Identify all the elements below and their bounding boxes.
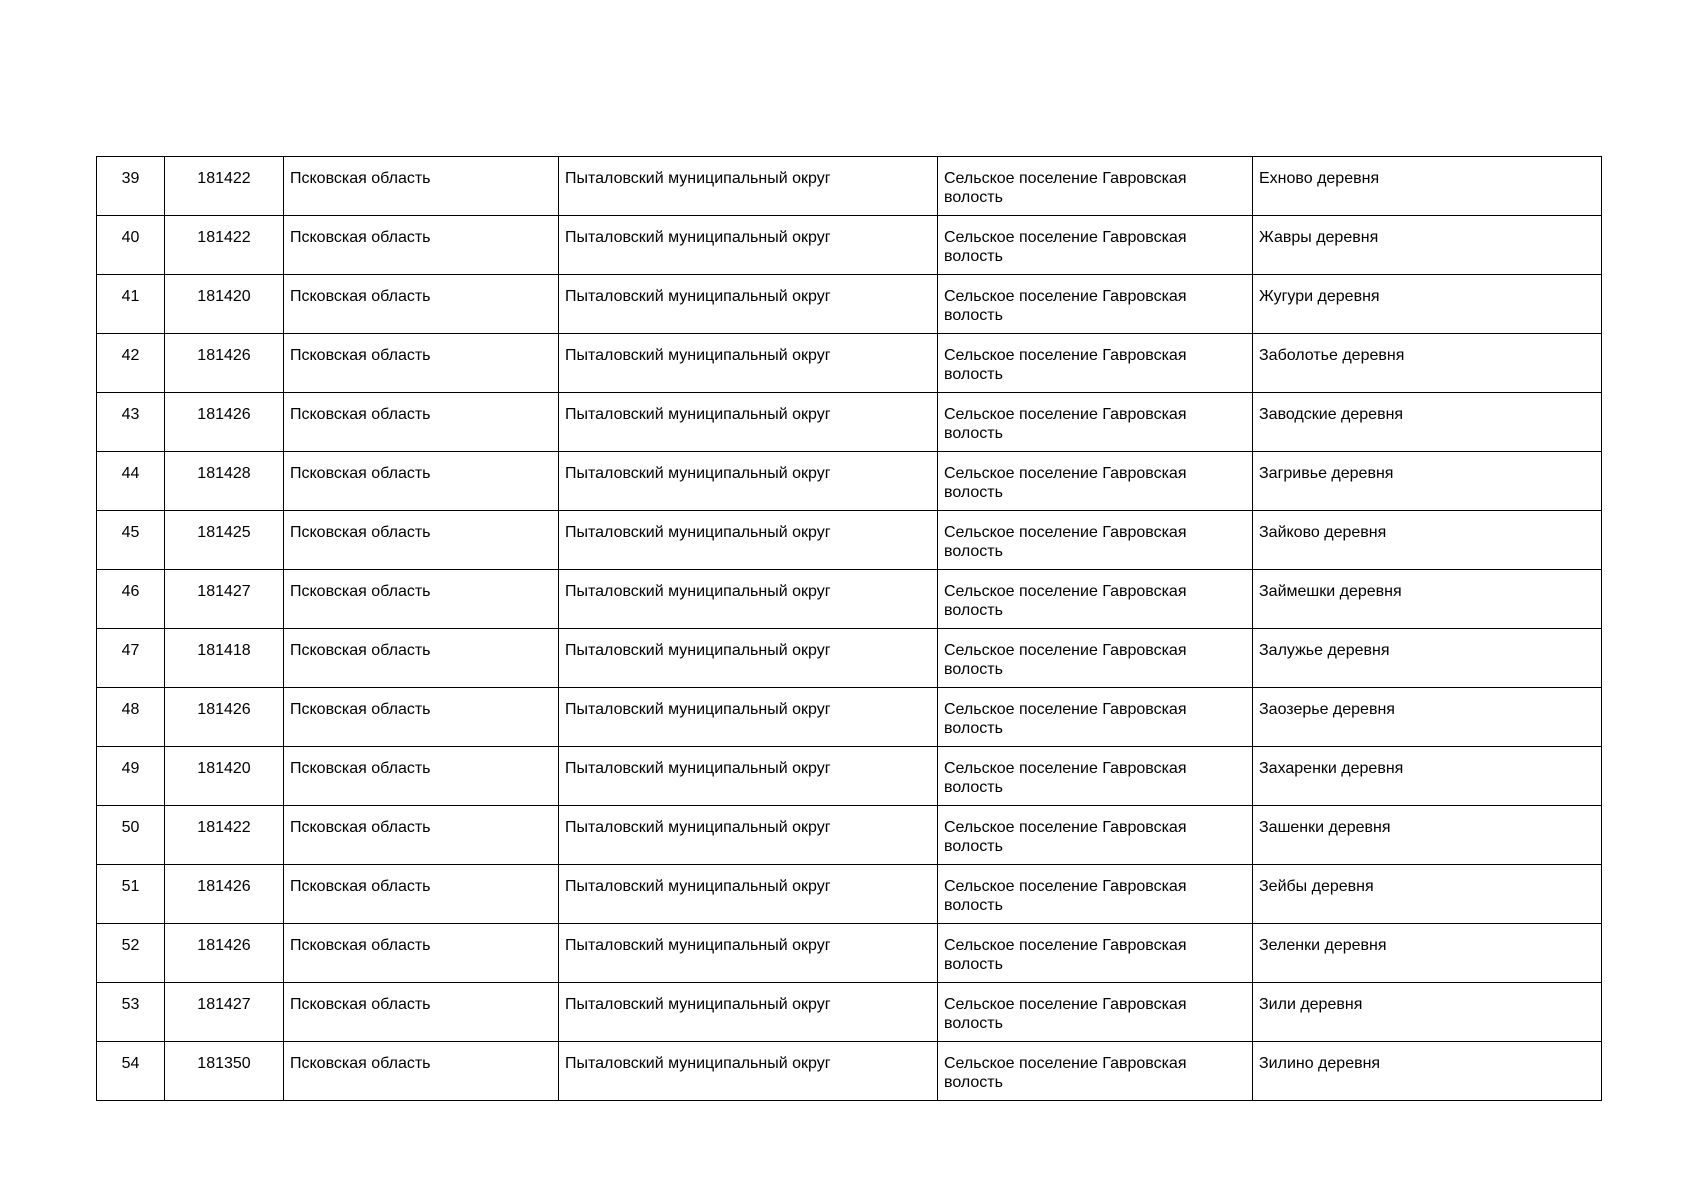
postal-index-cell: 181422 [165, 157, 284, 216]
row-number-cell: 46 [97, 570, 165, 629]
settlement-cell: Сельское поселение Гавровская волость [938, 688, 1253, 747]
settlement-cell: Сельское поселение Гавровская волость [938, 1042, 1253, 1101]
locality-cell: Зашенки деревня [1253, 806, 1602, 865]
settlement-cell: Сельское поселение Гавровская волость [938, 157, 1253, 216]
table-row [97, 216, 1602, 275]
region-cell: Псковская область [284, 393, 559, 452]
settlement-cell: Сельское поселение Гавровская волость [938, 924, 1253, 983]
postal-index-cell: 181426 [165, 393, 284, 452]
table-row [97, 157, 1602, 216]
district-cell: Пыталовский муниципальный округ [559, 157, 938, 216]
settlement-cell: Сельское поселение Гавровская волость [938, 865, 1253, 924]
postal-index-cell: 181427 [165, 983, 284, 1042]
row-number-cell: 54 [97, 1042, 165, 1101]
postal-index-cell: 181426 [165, 865, 284, 924]
district-cell: Пыталовский муниципальный округ [559, 747, 938, 806]
row-number-cell: 42 [97, 334, 165, 393]
table-row [97, 983, 1602, 1042]
table-row [97, 275, 1602, 334]
row-number-cell: 50 [97, 806, 165, 865]
settlement-cell: Сельское поселение Гавровская волость [938, 570, 1253, 629]
settlement-cell: Сельское поселение Гавровская волость [938, 629, 1253, 688]
table-row [97, 570, 1602, 629]
settlement-cell: Сельское поселение Гавровская волость [938, 275, 1253, 334]
region-cell: Псковская область [284, 629, 559, 688]
settlement-cell: Сельское поселение Гавровская волость [938, 806, 1253, 865]
postal-index-cell: 181428 [165, 452, 284, 511]
settlement-cell: Сельское поселение Гавровская волость [938, 983, 1253, 1042]
settlement-cell: Сельское поселение Гавровская волость [938, 393, 1253, 452]
postal-index-cell: 181425 [165, 511, 284, 570]
locality-cell: Заводские деревня [1253, 393, 1602, 452]
district-cell: Пыталовский муниципальный округ [559, 334, 938, 393]
table-row [97, 806, 1602, 865]
table-body [97, 157, 1602, 1101]
district-cell: Пыталовский муниципальный округ [559, 275, 938, 334]
table-row [97, 629, 1602, 688]
row-number-cell: 43 [97, 393, 165, 452]
table-row [97, 452, 1602, 511]
locality-cell: Залужье деревня [1253, 629, 1602, 688]
locality-cell: Ехново деревня [1253, 157, 1602, 216]
table-row [97, 747, 1602, 806]
postal-index-cell: 181426 [165, 688, 284, 747]
district-cell: Пыталовский муниципальный округ [559, 865, 938, 924]
row-number-cell: 52 [97, 924, 165, 983]
table-row [97, 511, 1602, 570]
district-cell: Пыталовский муниципальный округ [559, 688, 938, 747]
locality-cell: Зейбы деревня [1253, 865, 1602, 924]
row-number-cell: 45 [97, 511, 165, 570]
postal-index-cell: 181420 [165, 275, 284, 334]
district-cell: Пыталовский муниципальный округ [559, 452, 938, 511]
district-cell: Пыталовский муниципальный округ [559, 983, 938, 1042]
row-number-cell: 49 [97, 747, 165, 806]
document-page [96, 156, 1602, 1101]
localities-table [96, 156, 1602, 1101]
region-cell: Псковская область [284, 570, 559, 629]
table-row [97, 865, 1602, 924]
row-number-cell: 44 [97, 452, 165, 511]
region-cell: Псковская область [284, 688, 559, 747]
locality-cell: Загривье деревня [1253, 452, 1602, 511]
district-cell: Пыталовский муниципальный округ [559, 924, 938, 983]
region-cell: Псковская область [284, 806, 559, 865]
district-cell: Пыталовский муниципальный округ [559, 393, 938, 452]
postal-index-cell: 181420 [165, 747, 284, 806]
region-cell: Псковская область [284, 275, 559, 334]
row-number-cell: 41 [97, 275, 165, 334]
postal-index-cell: 181422 [165, 806, 284, 865]
row-number-cell: 48 [97, 688, 165, 747]
row-number-cell: 39 [97, 157, 165, 216]
table-row [97, 1042, 1602, 1101]
postal-index-cell: 181427 [165, 570, 284, 629]
postal-index-cell: 181350 [165, 1042, 284, 1101]
district-cell: Пыталовский муниципальный округ [559, 629, 938, 688]
row-number-cell: 47 [97, 629, 165, 688]
region-cell: Псковская область [284, 747, 559, 806]
settlement-cell: Сельское поселение Гавровская волость [938, 452, 1253, 511]
region-cell: Псковская область [284, 216, 559, 275]
locality-cell: Жавры деревня [1253, 216, 1602, 275]
district-cell: Пыталовский муниципальный округ [559, 511, 938, 570]
region-cell: Псковская область [284, 334, 559, 393]
settlement-cell: Сельское поселение Гавровская волость [938, 334, 1253, 393]
table-row [97, 334, 1602, 393]
table-row [97, 688, 1602, 747]
region-cell: Псковская область [284, 924, 559, 983]
postal-index-cell: 181426 [165, 924, 284, 983]
district-cell: Пыталовский муниципальный округ [559, 216, 938, 275]
row-number-cell: 53 [97, 983, 165, 1042]
district-cell: Пыталовский муниципальный округ [559, 570, 938, 629]
row-number-cell: 40 [97, 216, 165, 275]
postal-index-cell: 181426 [165, 334, 284, 393]
table-row [97, 924, 1602, 983]
locality-cell: Зеленки деревня [1253, 924, 1602, 983]
settlement-cell: Сельское поселение Гавровская волость [938, 216, 1253, 275]
locality-cell: Зилино деревня [1253, 1042, 1602, 1101]
postal-index-cell: 181422 [165, 216, 284, 275]
settlement-cell: Сельское поселение Гавровская волость [938, 747, 1253, 806]
locality-cell: Зайково деревня [1253, 511, 1602, 570]
settlement-cell: Сельское поселение Гавровская волость [938, 511, 1253, 570]
region-cell: Псковская область [284, 511, 559, 570]
table-row [97, 393, 1602, 452]
region-cell: Псковская область [284, 157, 559, 216]
locality-cell: Заболотье деревня [1253, 334, 1602, 393]
locality-cell: Заозерье деревня [1253, 688, 1602, 747]
region-cell: Псковская область [284, 452, 559, 511]
region-cell: Псковская область [284, 983, 559, 1042]
region-cell: Псковская область [284, 865, 559, 924]
locality-cell: Жугури деревня [1253, 275, 1602, 334]
postal-index-cell: 181418 [165, 629, 284, 688]
district-cell: Пыталовский муниципальный округ [559, 1042, 938, 1101]
locality-cell: Захаренки деревня [1253, 747, 1602, 806]
row-number-cell: 51 [97, 865, 165, 924]
locality-cell: Зили деревня [1253, 983, 1602, 1042]
district-cell: Пыталовский муниципальный округ [559, 806, 938, 865]
locality-cell: Займешки деревня [1253, 570, 1602, 629]
region-cell: Псковская область [284, 1042, 559, 1101]
